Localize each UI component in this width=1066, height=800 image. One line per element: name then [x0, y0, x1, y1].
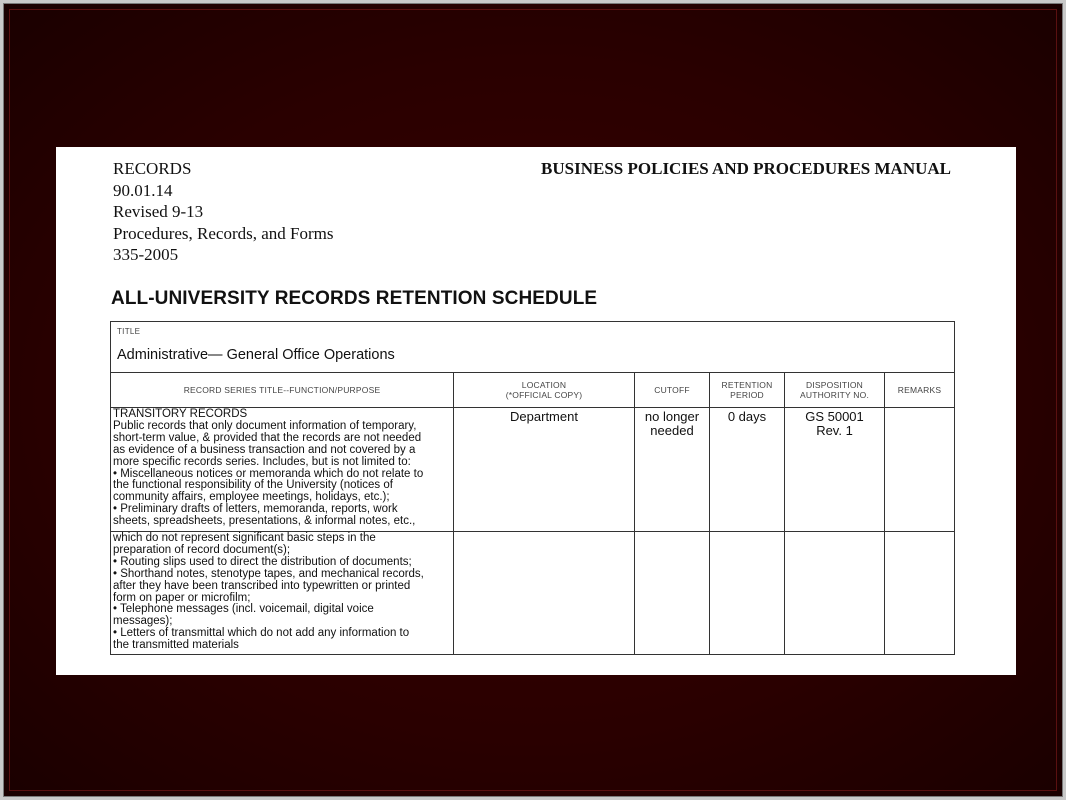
row1-retention: 0 days	[727, 409, 767, 424]
colhead-series: RECORD SERIES TITLE--FUNCTION/PURPOSE	[183, 384, 381, 395]
row1-location: Department	[510, 409, 578, 424]
header-left-block	[113, 158, 334, 266]
colhead-disposition: DISPOSITION AUTHORITY NO.	[799, 379, 870, 400]
manual-title: BUSINESS POLICIES AND PROCEDURES MANUAL	[541, 159, 951, 178]
header-line-code: 335-2005	[113, 245, 179, 264]
header-line-records: RECORDS	[113, 159, 192, 178]
schedule-title: ALL-UNIVERSITY RECORDS RETENTION SCHEDULE	[111, 288, 598, 309]
row1-series: TRANSITORY RECORDS Public records that only document information of temporary, short-term value, & provided that the records are not needed as evidence of a business transaction and not covered by a more specific records series. Includes, but is not limited to: • Miscellaneous notices or memoranda which do not relate to the functional responsibility of the University (notices of community affairs, employee meetings, holidays, etc.); • Preliminary drafts of letters, memoranda, reports, work sheets, spreadsheets, presentations, & informal notes, etc.,	[113, 408, 424, 528]
row1-cutoff: no longer needed	[644, 409, 700, 438]
row1-disposition: GS 50001 Rev. 1	[805, 409, 864, 438]
document-page	[56, 147, 1016, 675]
column-divider	[884, 372, 885, 654]
colhead-retention: RETENTION PERIOD	[721, 379, 773, 400]
header-line-revised: Revised 9-13	[113, 202, 204, 221]
colhead-location: LOCATION (*OFFICIAL COPY)	[505, 379, 583, 400]
title-value: Administrative— General Office Operations	[117, 347, 395, 363]
colhead-remarks: REMARKS	[897, 384, 942, 395]
colhead-cutoff: CUTOFF	[654, 384, 690, 395]
header-line-number: 90.01.14	[113, 180, 173, 200]
header-line-section: Procedures, Records, and Forms	[113, 223, 334, 243]
row2-series: which do not represent significant basic steps in the preparation of record document(s); • Routing slips used to direct the distribution of documents; • Shorthand notes, stenotype tapes, and mechanical records, after they have been transcribed into typewritten or printed form on paper or microfilm; • Telephone messages (incl. voicemail, digital voice messages); • Letters of transmittal which do not add any information to the transmitted materials	[113, 532, 424, 652]
title-label: TITLE	[117, 327, 141, 336]
retention-schedule-table	[110, 321, 955, 655]
title-box	[111, 322, 954, 373]
